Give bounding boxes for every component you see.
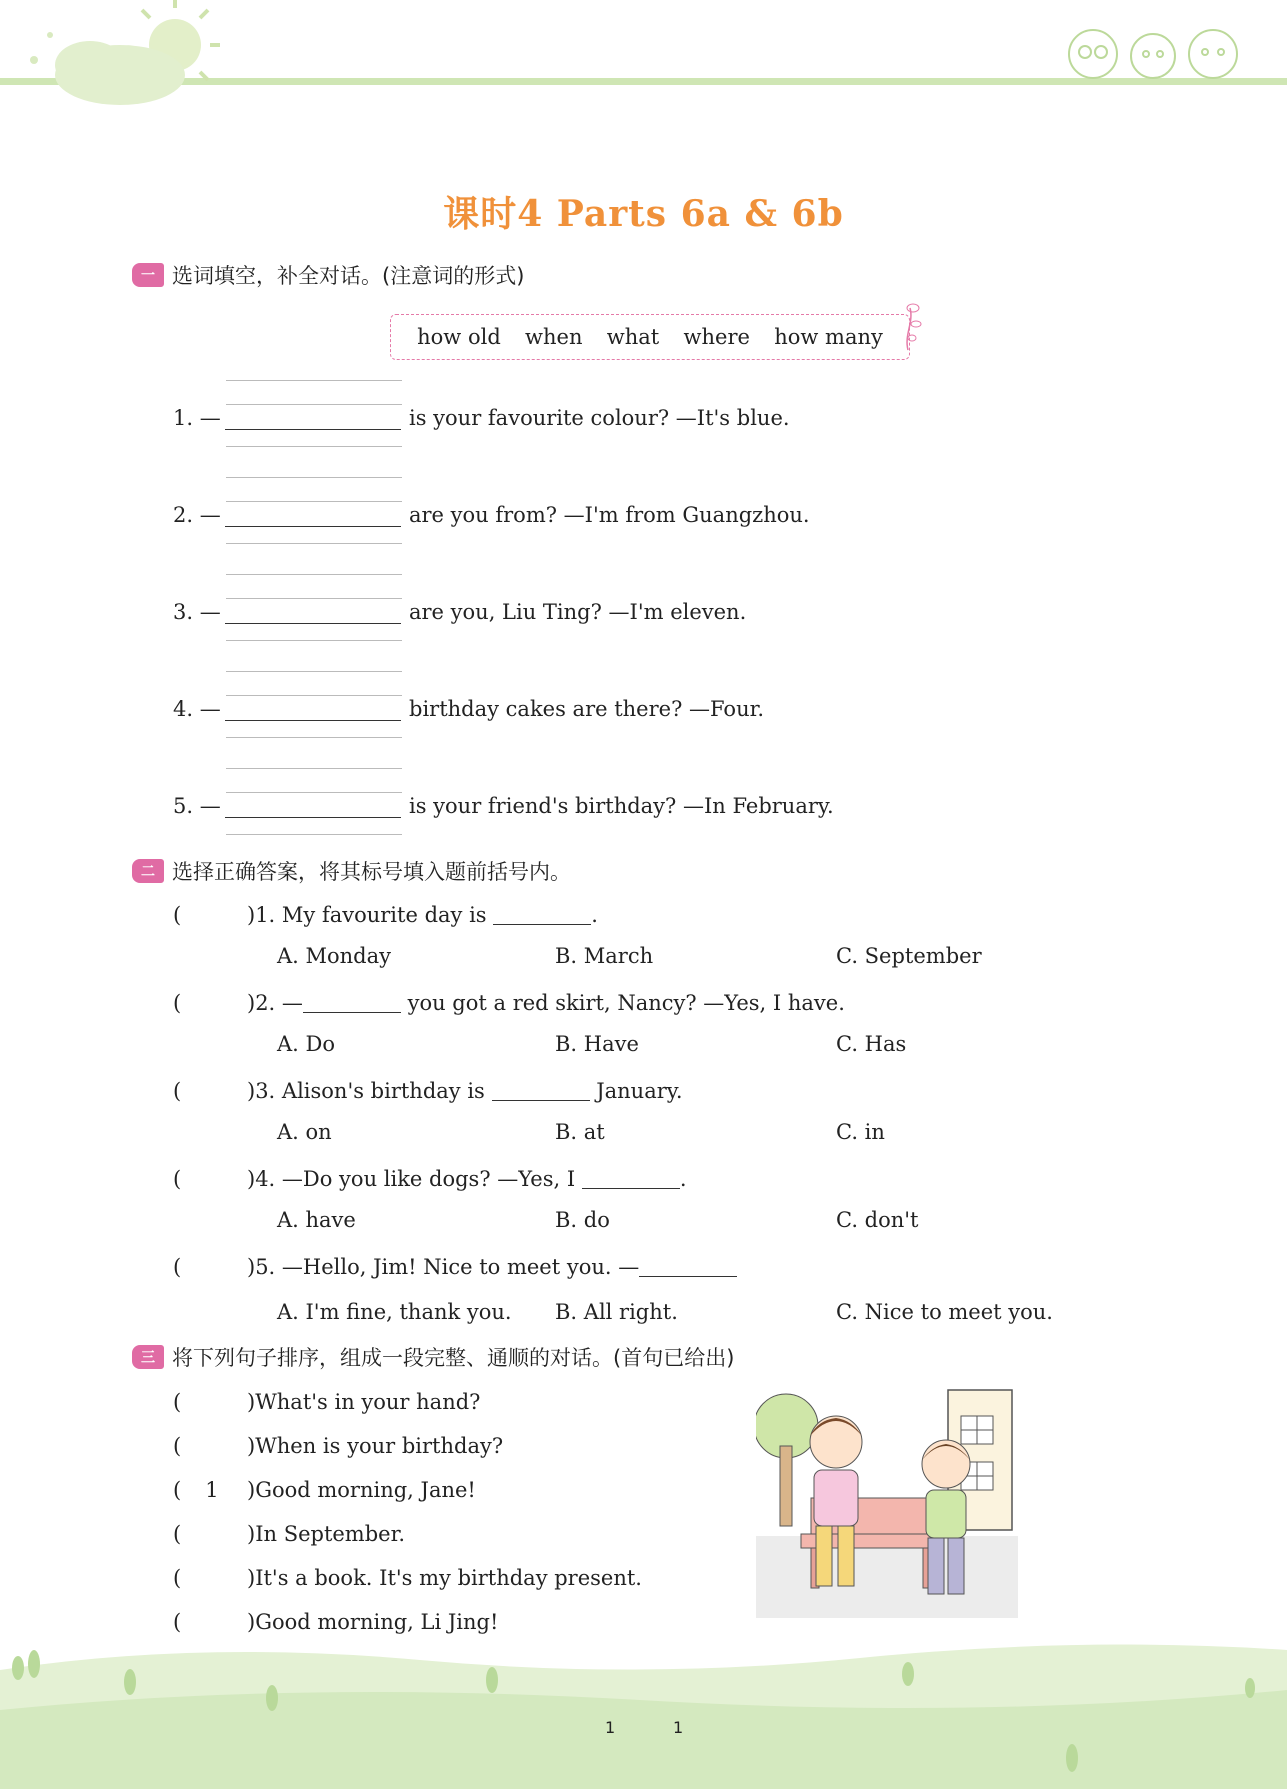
answer-blank[interactable] [225, 795, 401, 818]
guide-line [226, 671, 402, 672]
guide-line [226, 543, 402, 544]
word-bank-item: where [683, 325, 750, 349]
ordering-item: ( 1 )Good morning, Jane! [173, 1478, 476, 1502]
guide-line [226, 640, 402, 641]
ordering-item: ( )In September. [173, 1522, 406, 1546]
section-2-instruction: 选择正确答案，将其标号填入题前括号内。 [172, 860, 571, 884]
answer-blank [303, 994, 401, 1013]
answer-blank[interactable] [225, 407, 401, 430]
word-bank-item: when [525, 325, 583, 349]
answer-bracket[interactable]: ( [173, 1255, 182, 1279]
answer-bracket[interactable]: ( [173, 903, 182, 927]
guide-line [226, 834, 402, 835]
answer-blank[interactable] [225, 504, 401, 527]
flower-icon [898, 300, 924, 352]
guide-line [226, 446, 402, 447]
ordering-item: ( )When is your birthday? [173, 1434, 504, 1458]
section-2-heading [132, 856, 571, 886]
order-bracket[interactable]: ( 1 [173, 1478, 219, 1502]
option-a[interactable]: A. on [277, 1120, 332, 1144]
option-b[interactable]: B. do [555, 1208, 610, 1232]
choice-question: ( )3. Alison's birthday is January. [173, 1079, 683, 1103]
option-c[interactable]: C. September [836, 944, 982, 968]
guide-line [226, 768, 402, 769]
fill-question: 4. — birthday cakes are there? —Four. [173, 697, 765, 721]
section-3-badge: 三 [132, 1345, 164, 1369]
guide-line [226, 574, 402, 575]
guide-line [226, 380, 402, 381]
order-bracket[interactable]: ( [173, 1390, 182, 1414]
option-a[interactable]: A. have [277, 1208, 356, 1232]
choice-question: ( )2. — you got a red skirt, Nancy? —Yes, I have. [173, 991, 845, 1015]
ordering-item: ( )What's in your hand? [173, 1390, 481, 1414]
answer-bracket[interactable]: ( [173, 991, 182, 1015]
section-3-heading [132, 1342, 734, 1372]
word-bank [390, 314, 910, 360]
answer-blank[interactable] [225, 698, 401, 721]
animal-faces-icon [1058, 22, 1250, 84]
fill-question: 5. — is your friend's birthday? —In February. [173, 794, 834, 818]
option-c[interactable]: C. Has [836, 1032, 907, 1056]
fill-question: 1. — is your favourite colour? —It's blue. [173, 406, 790, 430]
answer-blank [582, 1170, 680, 1189]
grass-footer [0, 1640, 1287, 1789]
page-number-right: 1 [673, 1718, 684, 1737]
section-2-badge: 二 [132, 859, 164, 883]
order-bracket[interactable]: ( [173, 1434, 182, 1458]
page-title: 课时4 Parts 6a & 6b [443, 193, 844, 235]
order-bracket[interactable]: ( [173, 1522, 182, 1546]
guide-line [226, 737, 402, 738]
answer-blank [639, 1258, 737, 1277]
option-b[interactable]: B. March [555, 944, 654, 968]
word-bank-item: how old [417, 325, 501, 349]
option-b[interactable]: B. at [555, 1120, 605, 1144]
children-illustration [756, 1386, 1018, 1618]
order-bracket[interactable]: ( [173, 1566, 182, 1590]
order-bracket[interactable]: ( [173, 1610, 182, 1634]
option-b[interactable]: B. All right. [555, 1300, 678, 1324]
answer-blank [493, 906, 591, 925]
option-c[interactable]: C. Nice to meet you. [836, 1300, 1053, 1324]
answer-blank [492, 1082, 590, 1101]
ordering-item: ( )It's a book. It's my birthday present. [173, 1566, 642, 1590]
ordering-item: ( )Good morning, Li Jing! [173, 1610, 499, 1634]
choice-question: ( )5. —Hello, Jim! Nice to meet you. — [173, 1252, 737, 1282]
choice-question: ( )4. —Do you like dogs? —Yes, I . [173, 1167, 687, 1191]
word-bank-item: how many [774, 325, 883, 349]
word-bank-item: what [606, 325, 660, 349]
option-a[interactable]: A. Do [277, 1032, 335, 1056]
fill-question: 3. — are you, Liu Ting? —I'm eleven. [173, 600, 747, 624]
page-number-left: 1 [605, 1718, 616, 1737]
fill-question: 2. — are you from? —I'm from Guangzhou. [173, 503, 810, 527]
option-c[interactable]: C. don't [836, 1208, 919, 1232]
answer-blank[interactable] [225, 601, 401, 624]
choice-question: ( )1. My favourite day is . [173, 903, 598, 927]
answer-bracket[interactable]: ( [173, 1079, 182, 1103]
option-c[interactable]: C. in [836, 1120, 885, 1144]
section-3-instruction: 将下列句子排序，组成一段完整、通顺的对话。(首句已给出) [172, 1346, 735, 1370]
section-1-badge: 一 [132, 263, 164, 287]
option-a[interactable]: A. I'm fine, thank you. [277, 1300, 512, 1324]
option-a[interactable]: A. Monday [277, 944, 392, 968]
option-b[interactable]: B. Have [555, 1032, 639, 1056]
section-1-heading [132, 260, 524, 290]
answer-bracket[interactable]: ( [173, 1167, 182, 1191]
guide-line [226, 477, 402, 478]
section-1-instruction: 选词填空，补全对话。(注意词的形式) [172, 264, 525, 288]
sun-cloud-icon [20, 0, 220, 112]
